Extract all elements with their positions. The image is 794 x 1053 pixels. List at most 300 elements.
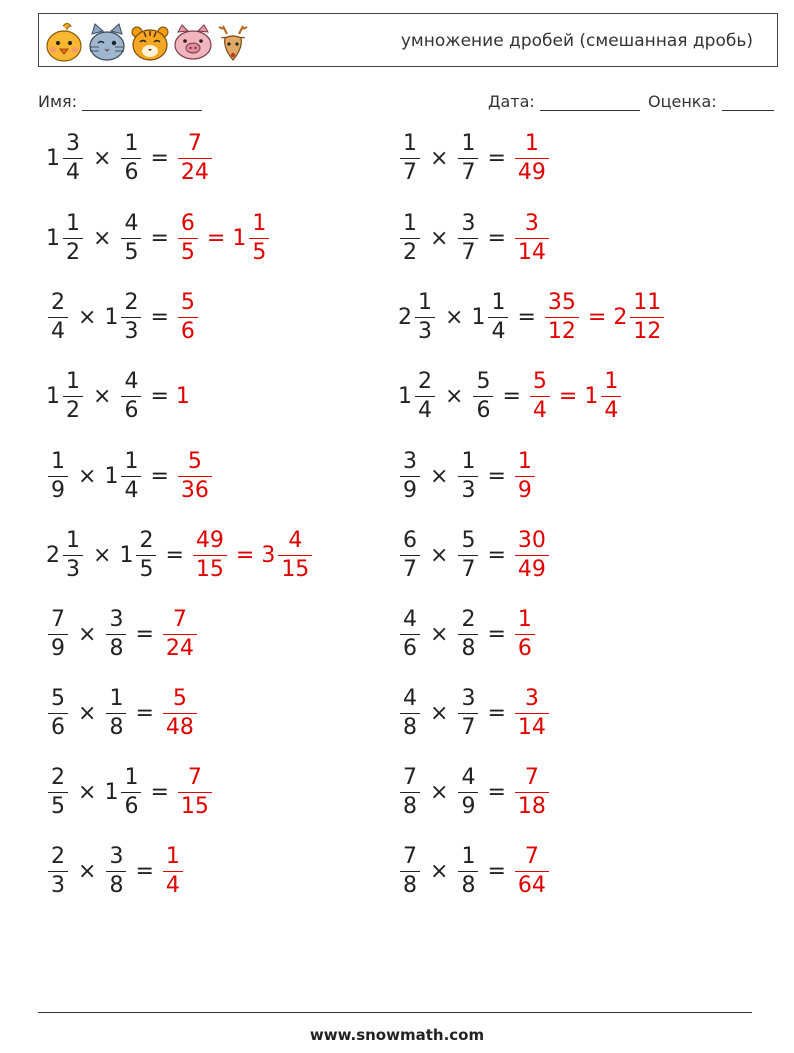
operand-a-fraction <box>400 688 420 739</box>
answer-part-fraction <box>515 213 549 264</box>
operand-a-fraction <box>415 292 435 343</box>
operand-b-fraction <box>121 213 141 264</box>
operand-a-denominator: 2 <box>63 238 83 264</box>
times-sign: × <box>93 384 112 409</box>
answer <box>513 451 537 502</box>
equals-sign: = <box>487 146 506 171</box>
equals-sign: = <box>135 701 154 726</box>
operand-b-denominator: 8 <box>106 713 126 739</box>
answer-part-fraction <box>515 609 535 660</box>
times-sign: × <box>430 780 449 805</box>
name-field <box>38 92 202 111</box>
operand-a-fraction <box>400 767 420 818</box>
answer-part <box>513 451 537 502</box>
answer-part-whole: 1 <box>232 226 247 251</box>
answer-part-numerator: 6 <box>180 211 195 236</box>
date-field <box>488 92 640 111</box>
answer-part-fraction <box>278 530 312 581</box>
header-icons <box>43 20 252 64</box>
problem-item <box>46 530 314 581</box>
operand-a-denominator: 5 <box>48 792 68 818</box>
answer-part-numerator: 5 <box>532 369 547 394</box>
operand-b-numerator: 3 <box>461 686 476 711</box>
operand-b-numerator: 4 <box>124 369 139 394</box>
operand-b-fraction <box>458 688 478 739</box>
equals-sign: = <box>487 464 506 489</box>
answer-part <box>176 213 200 264</box>
problem-item <box>398 767 551 818</box>
answer <box>543 292 666 343</box>
answer-part-denominator: 48 <box>163 713 197 739</box>
answer-part <box>613 292 666 343</box>
answer-part <box>528 371 552 422</box>
times-sign: × <box>93 226 112 251</box>
answer <box>161 609 199 660</box>
answer-part-fraction <box>163 846 183 897</box>
operand-b-numerator: 2 <box>139 528 154 553</box>
operand-a-fraction <box>48 688 68 739</box>
operand-a-fraction <box>400 213 420 264</box>
operand-b-numerator: 1 <box>491 290 506 315</box>
times-sign: × <box>78 464 97 489</box>
operand-a-numerator: 6 <box>403 528 417 553</box>
name-label: Имя: <box>38 92 78 111</box>
answer-part <box>513 609 537 660</box>
answer <box>161 846 185 897</box>
operand-a-numerator: 4 <box>403 607 417 632</box>
answer-part-denominator: 9 <box>515 476 535 502</box>
answer-part-numerator: 3 <box>524 686 539 711</box>
operand-b-whole: 1 <box>119 543 134 568</box>
operand-a-numerator: 5 <box>51 686 65 711</box>
operand-a-whole: 1 <box>398 384 412 409</box>
answer-part-numerator: 30 <box>517 528 546 553</box>
operand-b-fraction <box>121 451 141 502</box>
answer-part <box>584 371 623 422</box>
operand-a-numerator: 1 <box>403 211 417 236</box>
operand-a <box>398 292 437 343</box>
operand-b-denominator: 8 <box>458 634 478 660</box>
operand-b-fraction <box>121 292 141 343</box>
operand-b-numerator: 2 <box>124 290 139 315</box>
operand-a <box>46 767 70 818</box>
operand-a-denominator: 7 <box>400 158 420 184</box>
answer-part-numerator: 5 <box>187 449 202 474</box>
operand-b-denominator: 8 <box>458 871 478 897</box>
name-blank <box>82 92 202 111</box>
operand-a-denominator: 8 <box>400 713 420 739</box>
operand-a-fraction <box>63 371 83 422</box>
problem-item <box>46 451 214 502</box>
answer-part-fraction <box>601 371 621 422</box>
times-sign: × <box>93 543 112 568</box>
answer-part-fraction <box>530 371 550 422</box>
operand-a <box>46 213 85 264</box>
operand-b-denominator: 8 <box>106 634 126 660</box>
answer-part-numerator: 7 <box>172 607 187 632</box>
answer <box>513 609 537 660</box>
answer-part-numerator: 5 <box>180 290 195 315</box>
operand-a-fraction <box>48 846 68 897</box>
operand-b-denominator: 3 <box>121 317 141 343</box>
answer-part-denominator: 4 <box>163 871 183 897</box>
operand-a <box>46 292 70 343</box>
operand-a-denominator: 4 <box>415 396 435 422</box>
problem-item <box>46 767 214 818</box>
answer <box>513 213 551 264</box>
operand-a-denominator: 7 <box>400 555 420 581</box>
operand-b-fraction <box>121 133 141 184</box>
operand-a-denominator: 2 <box>400 238 420 264</box>
times-sign: × <box>430 622 449 647</box>
operand-b <box>456 609 480 660</box>
equals-sign: = <box>487 226 506 251</box>
problem-item <box>398 213 551 264</box>
operand-a <box>46 846 70 897</box>
footer-divider <box>38 1012 752 1013</box>
answer-part-numerator: 7 <box>524 844 539 869</box>
operand-a-fraction <box>48 451 68 502</box>
operand-b-denominator: 7 <box>458 555 478 581</box>
operand-a-denominator: 3 <box>63 555 83 581</box>
answer-part-numerator: 3 <box>524 211 539 236</box>
answer <box>176 133 214 184</box>
worksheet-title: умножение дробей (смешанная дробь) <box>400 31 753 51</box>
answer-part <box>191 530 229 581</box>
operand-a-numerator: 1 <box>51 449 65 474</box>
operand-b-fraction <box>458 451 478 502</box>
answer-part-numerator: 1 <box>252 211 267 236</box>
times-sign: × <box>430 464 449 489</box>
answer-part-fraction <box>178 767 212 818</box>
operand-b-denominator: 7 <box>458 713 478 739</box>
operand-a <box>46 609 70 660</box>
operand-a <box>398 371 437 422</box>
operand-b <box>471 371 495 422</box>
answer-part-numerator: 1 <box>165 844 180 869</box>
operand-b <box>104 451 143 502</box>
operand-a-whole: 1 <box>46 226 60 251</box>
operand-b-fraction <box>458 213 478 264</box>
operand-b <box>119 133 143 184</box>
answer <box>176 384 191 409</box>
answer-part-fraction <box>163 609 197 660</box>
operand-b-numerator: 4 <box>461 765 476 790</box>
answer-part-fraction <box>178 213 198 264</box>
operand-a-fraction <box>400 133 420 184</box>
answer-part-denominator: 64 <box>515 871 549 897</box>
answer <box>176 213 271 264</box>
operand-b-denominator: 4 <box>121 476 141 502</box>
problem-item <box>398 371 623 422</box>
pig-icon <box>172 20 214 64</box>
operand-b-numerator: 1 <box>461 844 476 869</box>
answer-part-fraction <box>515 688 549 739</box>
operand-b-numerator: 1 <box>124 131 139 156</box>
operand-a-fraction <box>400 451 420 502</box>
problem-item <box>398 451 537 502</box>
answer-part-denominator: 49 <box>515 158 549 184</box>
date-label: Дата: <box>488 92 535 111</box>
operand-b-fraction <box>458 609 478 660</box>
operand-a <box>398 846 422 897</box>
operand-a <box>46 530 85 581</box>
answer-part-numerator: 1 <box>524 131 539 156</box>
operand-b <box>456 530 480 581</box>
operand-a-denominator: 2 <box>63 396 83 422</box>
operand-b <box>104 846 128 897</box>
date-blank <box>540 92 640 111</box>
operand-a-denominator: 8 <box>400 792 420 818</box>
operand-b-denominator: 6 <box>473 396 493 422</box>
answer-part <box>161 609 199 660</box>
operand-a <box>398 133 422 184</box>
operand-a-fraction <box>63 530 83 581</box>
operand-a-numerator: 2 <box>51 844 65 869</box>
operand-b-denominator: 7 <box>458 238 478 264</box>
answer-part-denominator: 5 <box>249 238 269 264</box>
answer-part-numerator: 1 <box>517 449 532 474</box>
cat-icon <box>86 20 128 64</box>
problem-item <box>46 371 191 422</box>
answer-part-denominator: 15 <box>193 555 227 581</box>
operand-a-numerator: 7 <box>403 844 417 869</box>
operand-a-fraction <box>400 846 420 897</box>
answer-part-numerator: 7 <box>187 765 202 790</box>
operand-b <box>456 846 480 897</box>
answer-part <box>176 133 214 184</box>
operand-b-numerator: 3 <box>109 607 124 632</box>
answer-part-numerator: 1 <box>604 369 619 394</box>
operand-a <box>398 530 422 581</box>
operand-b-fraction <box>106 846 126 897</box>
answer-part <box>176 292 200 343</box>
operand-b-denominator: 6 <box>121 158 141 184</box>
answer-part-fraction <box>515 767 549 818</box>
operand-b <box>119 371 143 422</box>
operand-b-fraction <box>136 530 156 581</box>
answer-part-denominator: 49 <box>515 555 549 581</box>
answer-part-denominator: 15 <box>178 792 212 818</box>
operand-a-fraction <box>48 767 68 818</box>
operand-a-numerator: 1 <box>66 528 80 553</box>
equals-sign: = <box>487 859 506 884</box>
operand-b-fraction <box>106 688 126 739</box>
operand-a-denominator: 3 <box>415 317 435 343</box>
answer-part-denominator: 36 <box>178 476 212 502</box>
operand-b-numerator: 1 <box>124 449 139 474</box>
answer <box>513 530 551 581</box>
operand-b <box>119 530 158 581</box>
answer-part-numerator: 1 <box>517 607 532 632</box>
operand-b-numerator: 1 <box>109 686 124 711</box>
operand-a-numerator: 3 <box>403 449 417 474</box>
answer-part-numerator: 5 <box>172 686 187 711</box>
answer-part <box>161 846 185 897</box>
operand-a-fraction <box>48 292 68 343</box>
operand-a-numerator: 1 <box>66 369 80 394</box>
operand-a <box>398 609 422 660</box>
times-sign: × <box>430 543 449 568</box>
operand-a-denominator: 4 <box>48 317 68 343</box>
operand-a-whole: 1 <box>46 384 60 409</box>
answer-part <box>543 292 581 343</box>
equals-sign: = <box>487 780 506 805</box>
equals-sign: = <box>150 305 169 330</box>
equals-sign: = <box>150 780 169 805</box>
times-sign: × <box>430 701 449 726</box>
answer-part-denominator: 12 <box>545 317 579 343</box>
answer <box>161 688 199 739</box>
answer-part-denominator: 6 <box>515 634 535 660</box>
equals-sign: = <box>517 305 536 330</box>
answer-part-fraction <box>545 292 579 343</box>
operand-a <box>398 213 422 264</box>
answer-part <box>176 767 214 818</box>
operand-b-denominator: 3 <box>458 476 478 502</box>
answer-part-denominator: 18 <box>515 792 549 818</box>
answer-part-fraction <box>163 688 197 739</box>
operand-a-whole: 2 <box>46 543 60 568</box>
answer-part-whole: 3 <box>261 543 276 568</box>
answer-equals-sign: = <box>206 226 226 251</box>
times-sign: × <box>78 622 97 647</box>
operand-b-whole: 1 <box>104 305 119 330</box>
operand-a-numerator: 7 <box>51 607 65 632</box>
answer-part-denominator: 24 <box>163 634 197 660</box>
deer-icon <box>215 20 251 64</box>
answer <box>513 846 551 897</box>
operand-b-denominator: 4 <box>488 317 508 343</box>
problem-item <box>46 688 199 739</box>
operand-a <box>398 767 422 818</box>
answer-equals-sign: = <box>235 543 255 568</box>
operand-a <box>46 133 85 184</box>
times-sign: × <box>445 384 464 409</box>
operand-b-numerator: 1 <box>461 131 476 156</box>
operand-a-numerator: 3 <box>66 131 80 156</box>
operand-b <box>456 213 480 264</box>
times-sign: × <box>93 146 112 171</box>
problem-item <box>398 292 666 343</box>
operand-b-whole: 1 <box>104 464 119 489</box>
answer-part-numerator: 7 <box>524 765 539 790</box>
answer-equals-sign: = <box>558 384 578 409</box>
answer <box>176 767 214 818</box>
answer-part <box>513 213 551 264</box>
operand-b-denominator: 8 <box>106 871 126 897</box>
answer-part <box>176 451 214 502</box>
operand-a-numerator: 1 <box>66 211 80 236</box>
answer-part <box>232 213 271 264</box>
operand-b-fraction <box>458 846 478 897</box>
problem-item <box>46 133 214 184</box>
operand-b-numerator: 2 <box>461 607 476 632</box>
operand-b-fraction <box>458 530 478 581</box>
operand-b <box>104 292 143 343</box>
operand-b-denominator: 5 <box>136 555 156 581</box>
operand-b-fraction <box>458 133 478 184</box>
operand-b-fraction <box>106 609 126 660</box>
operand-a-fraction <box>400 530 420 581</box>
operand-a-numerator: 2 <box>418 369 432 394</box>
operand-b <box>104 609 128 660</box>
operand-b-fraction <box>121 371 141 422</box>
answer-part <box>513 133 551 184</box>
times-sign: × <box>430 859 449 884</box>
problem-item <box>46 213 271 264</box>
answer-part-denominator: 6 <box>178 317 198 343</box>
worksheet-header <box>38 13 778 67</box>
answer-part-fraction <box>178 451 212 502</box>
operand-a-numerator: 1 <box>403 131 417 156</box>
operand-a <box>46 371 85 422</box>
answer <box>176 451 214 502</box>
times-sign: × <box>78 859 97 884</box>
operand-b-numerator: 1 <box>461 449 476 474</box>
operand-a <box>46 451 70 502</box>
operand-b <box>456 133 480 184</box>
operand-b-whole: 1 <box>104 780 119 805</box>
times-sign: × <box>430 146 449 171</box>
operand-a-denominator: 6 <box>400 634 420 660</box>
operand-b-denominator: 6 <box>121 792 141 818</box>
operand-b-denominator: 6 <box>121 396 141 422</box>
problem-item <box>398 688 551 739</box>
operand-a-fraction <box>48 609 68 660</box>
operand-a-fraction <box>63 213 83 264</box>
operand-a-fraction <box>415 371 435 422</box>
answer-part-whole: 1 <box>175 384 190 409</box>
answer <box>176 292 200 343</box>
answer-part <box>176 384 191 409</box>
answer-part-whole: 2 <box>613 305 628 330</box>
operand-b <box>104 688 128 739</box>
answer-part-denominator: 12 <box>630 317 664 343</box>
grade-label: Оценка: <box>648 92 717 111</box>
operand-b-fraction <box>458 767 478 818</box>
operand-b <box>456 688 480 739</box>
operand-a <box>398 451 422 502</box>
equals-sign: = <box>135 859 154 884</box>
answer-part-fraction <box>515 846 549 897</box>
answer-equals-sign: = <box>587 305 607 330</box>
answer-part-numerator: 35 <box>547 290 576 315</box>
times-sign: × <box>445 305 464 330</box>
equals-sign: = <box>150 464 169 489</box>
equals-sign: = <box>150 384 169 409</box>
operand-b <box>119 213 143 264</box>
operand-b-fraction <box>473 371 493 422</box>
operand-a-numerator: 7 <box>403 765 417 790</box>
problem-item <box>398 530 551 581</box>
chick-icon <box>43 20 85 64</box>
answer <box>528 371 623 422</box>
equals-sign: = <box>135 622 154 647</box>
answer-part-fraction <box>630 292 664 343</box>
operand-a-fraction <box>400 609 420 660</box>
answer-part-denominator: 5 <box>178 238 198 264</box>
answer-part-fraction <box>178 133 212 184</box>
grade-field <box>648 92 774 111</box>
operand-b-denominator: 9 <box>458 792 478 818</box>
answer-part <box>513 846 551 897</box>
operand-b-numerator: 5 <box>461 528 476 553</box>
answer-part-numerator: 49 <box>195 528 224 553</box>
tiger-icon <box>129 20 171 64</box>
answer-part <box>513 767 551 818</box>
operand-b <box>456 767 480 818</box>
